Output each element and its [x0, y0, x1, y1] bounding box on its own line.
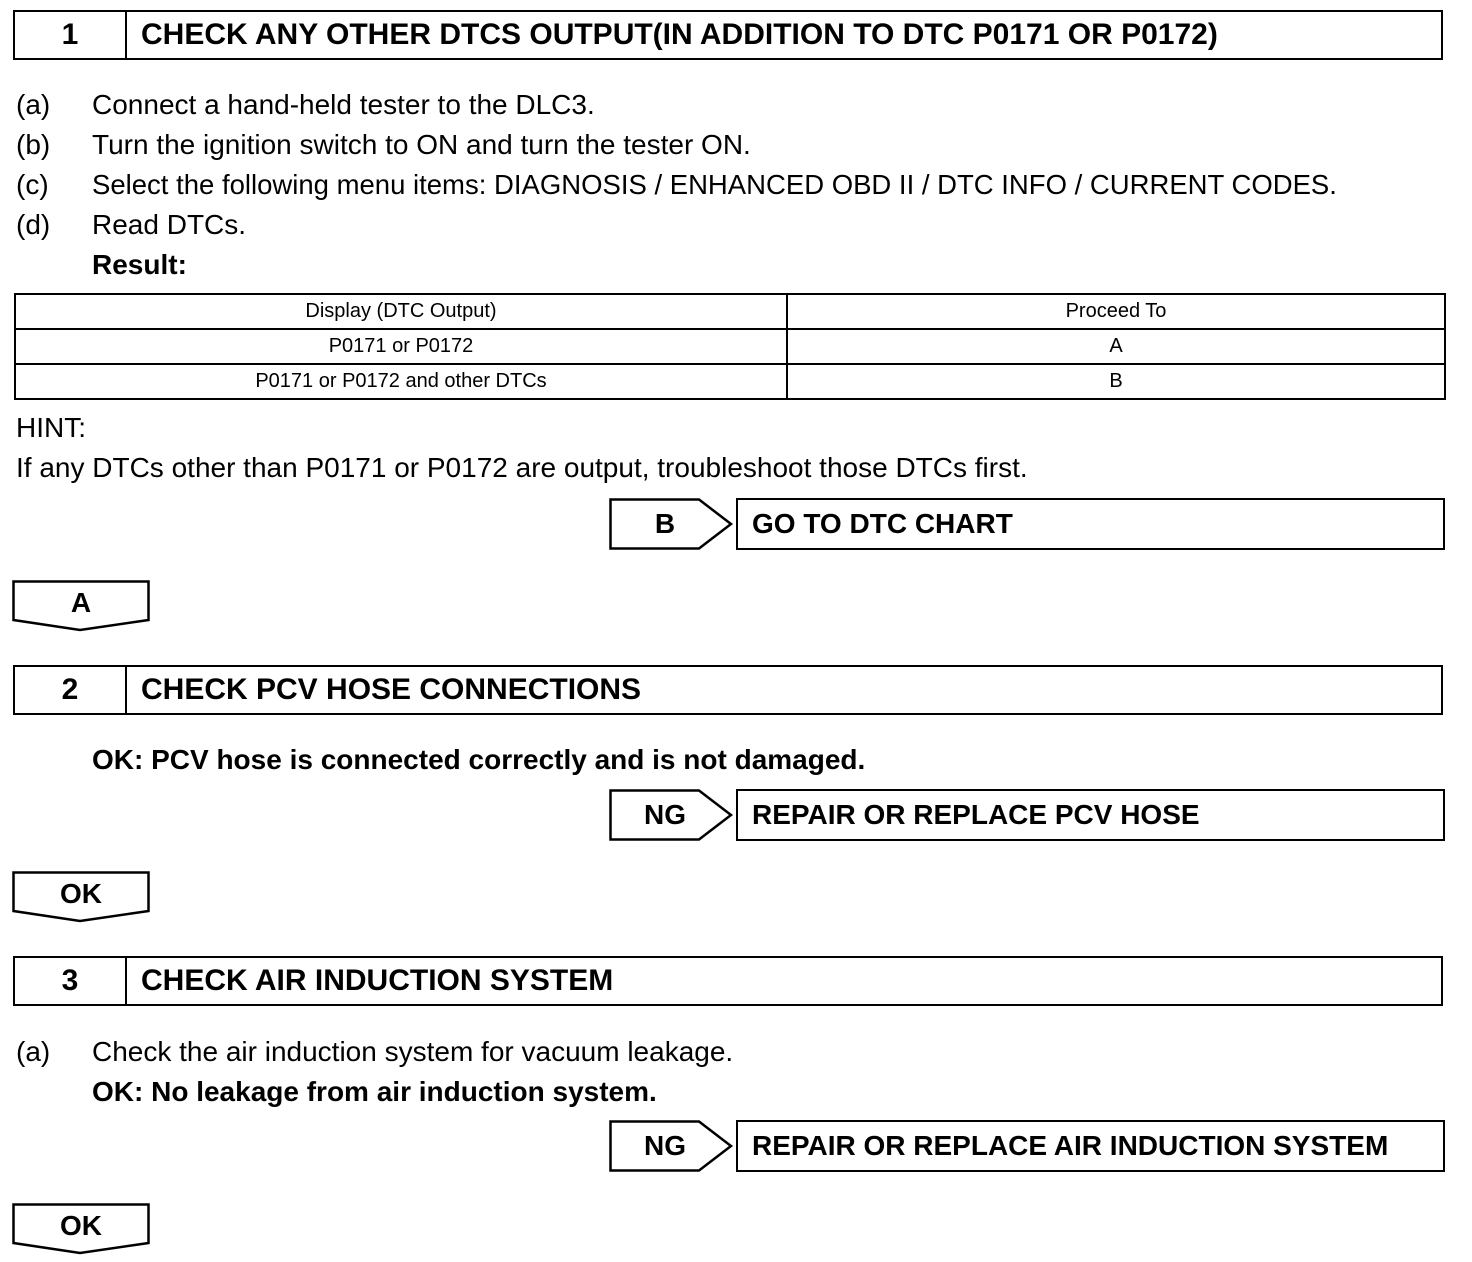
item-text: Read DTCs.	[92, 209, 247, 240]
branch-label: NG	[644, 799, 686, 830]
item-text: Turn the ignition switch to ON and turn the tester ON.	[92, 129, 751, 160]
continue-label: OK	[60, 878, 102, 909]
item-label: (a)	[16, 1036, 51, 1067]
result-table	[14, 293, 1446, 400]
branch-action: REPAIR OR REPLACE PCV HOSE	[736, 789, 1445, 841]
hint-label: HINT:	[16, 412, 86, 443]
table-header: Display (DTC Output)	[15, 294, 787, 329]
continue-ok	[12, 1203, 150, 1257]
table-header-row	[15, 294, 1445, 329]
step-number: 2	[15, 667, 127, 713]
continue-label: A	[70, 587, 92, 618]
continue-ok	[12, 871, 150, 925]
item-label: (a)	[16, 89, 51, 120]
table-row	[15, 329, 1445, 364]
result-label: Result:	[92, 249, 187, 280]
item-text: Select the following menu items: DIAGNOSIS / ENHANCED OBD II / DTC INFO / CURRENT CODES.	[92, 169, 1337, 200]
step-title: CHECK AIR INDUCTION SYSTEM	[141, 964, 614, 997]
step-number: 1	[15, 12, 127, 58]
table-cell: A	[787, 329, 1445, 364]
continue-a	[12, 580, 150, 634]
branch-label: NG	[644, 1130, 686, 1161]
step-title: CHECK PCV HOSE CONNECTIONS	[141, 673, 642, 706]
branch-action: REPAIR OR REPLACE AIR INDUCTION SYSTEM	[736, 1120, 1445, 1172]
table-header: Proceed To	[787, 294, 1445, 329]
item-label: (b)	[16, 129, 51, 160]
branch-ng	[609, 1120, 1445, 1172]
table-cell: B	[787, 364, 1445, 399]
step-number: 3	[15, 958, 127, 1004]
step-1-header	[13, 10, 1443, 60]
table-cell: P0171 or P0172 and other DTCs	[15, 364, 787, 399]
step-title: CHECK ANY OTHER DTCS OUTPUT(IN ADDITION TO DTC P0171 OR P0172)	[141, 18, 1218, 51]
ok-criteria: OK: PCV hose is connected correctly and is not damaged.	[92, 744, 866, 775]
item-text: Connect a hand-held tester to the DLC3.	[92, 89, 595, 120]
step-3-header	[13, 956, 1443, 1006]
item-label: (c)	[16, 169, 49, 200]
hint-text: If any DTCs other than P0171 or P0172 are output, troubleshoot those DTCs first.	[16, 452, 1028, 483]
ok-criteria: OK: No leakage from air induction system.	[92, 1076, 657, 1107]
branch-b	[609, 498, 1445, 550]
table-cell: P0171 or P0172	[15, 329, 787, 364]
item-text: Check the air induction system for vacuum leakage.	[92, 1036, 734, 1067]
item-label: (d)	[16, 209, 51, 240]
table-row	[15, 364, 1445, 399]
branch-label: B	[654, 508, 676, 539]
branch-action: GO TO DTC CHART	[736, 498, 1445, 550]
continue-label: OK	[60, 1210, 102, 1241]
step-2-header	[13, 665, 1443, 715]
branch-ng	[609, 789, 1445, 841]
